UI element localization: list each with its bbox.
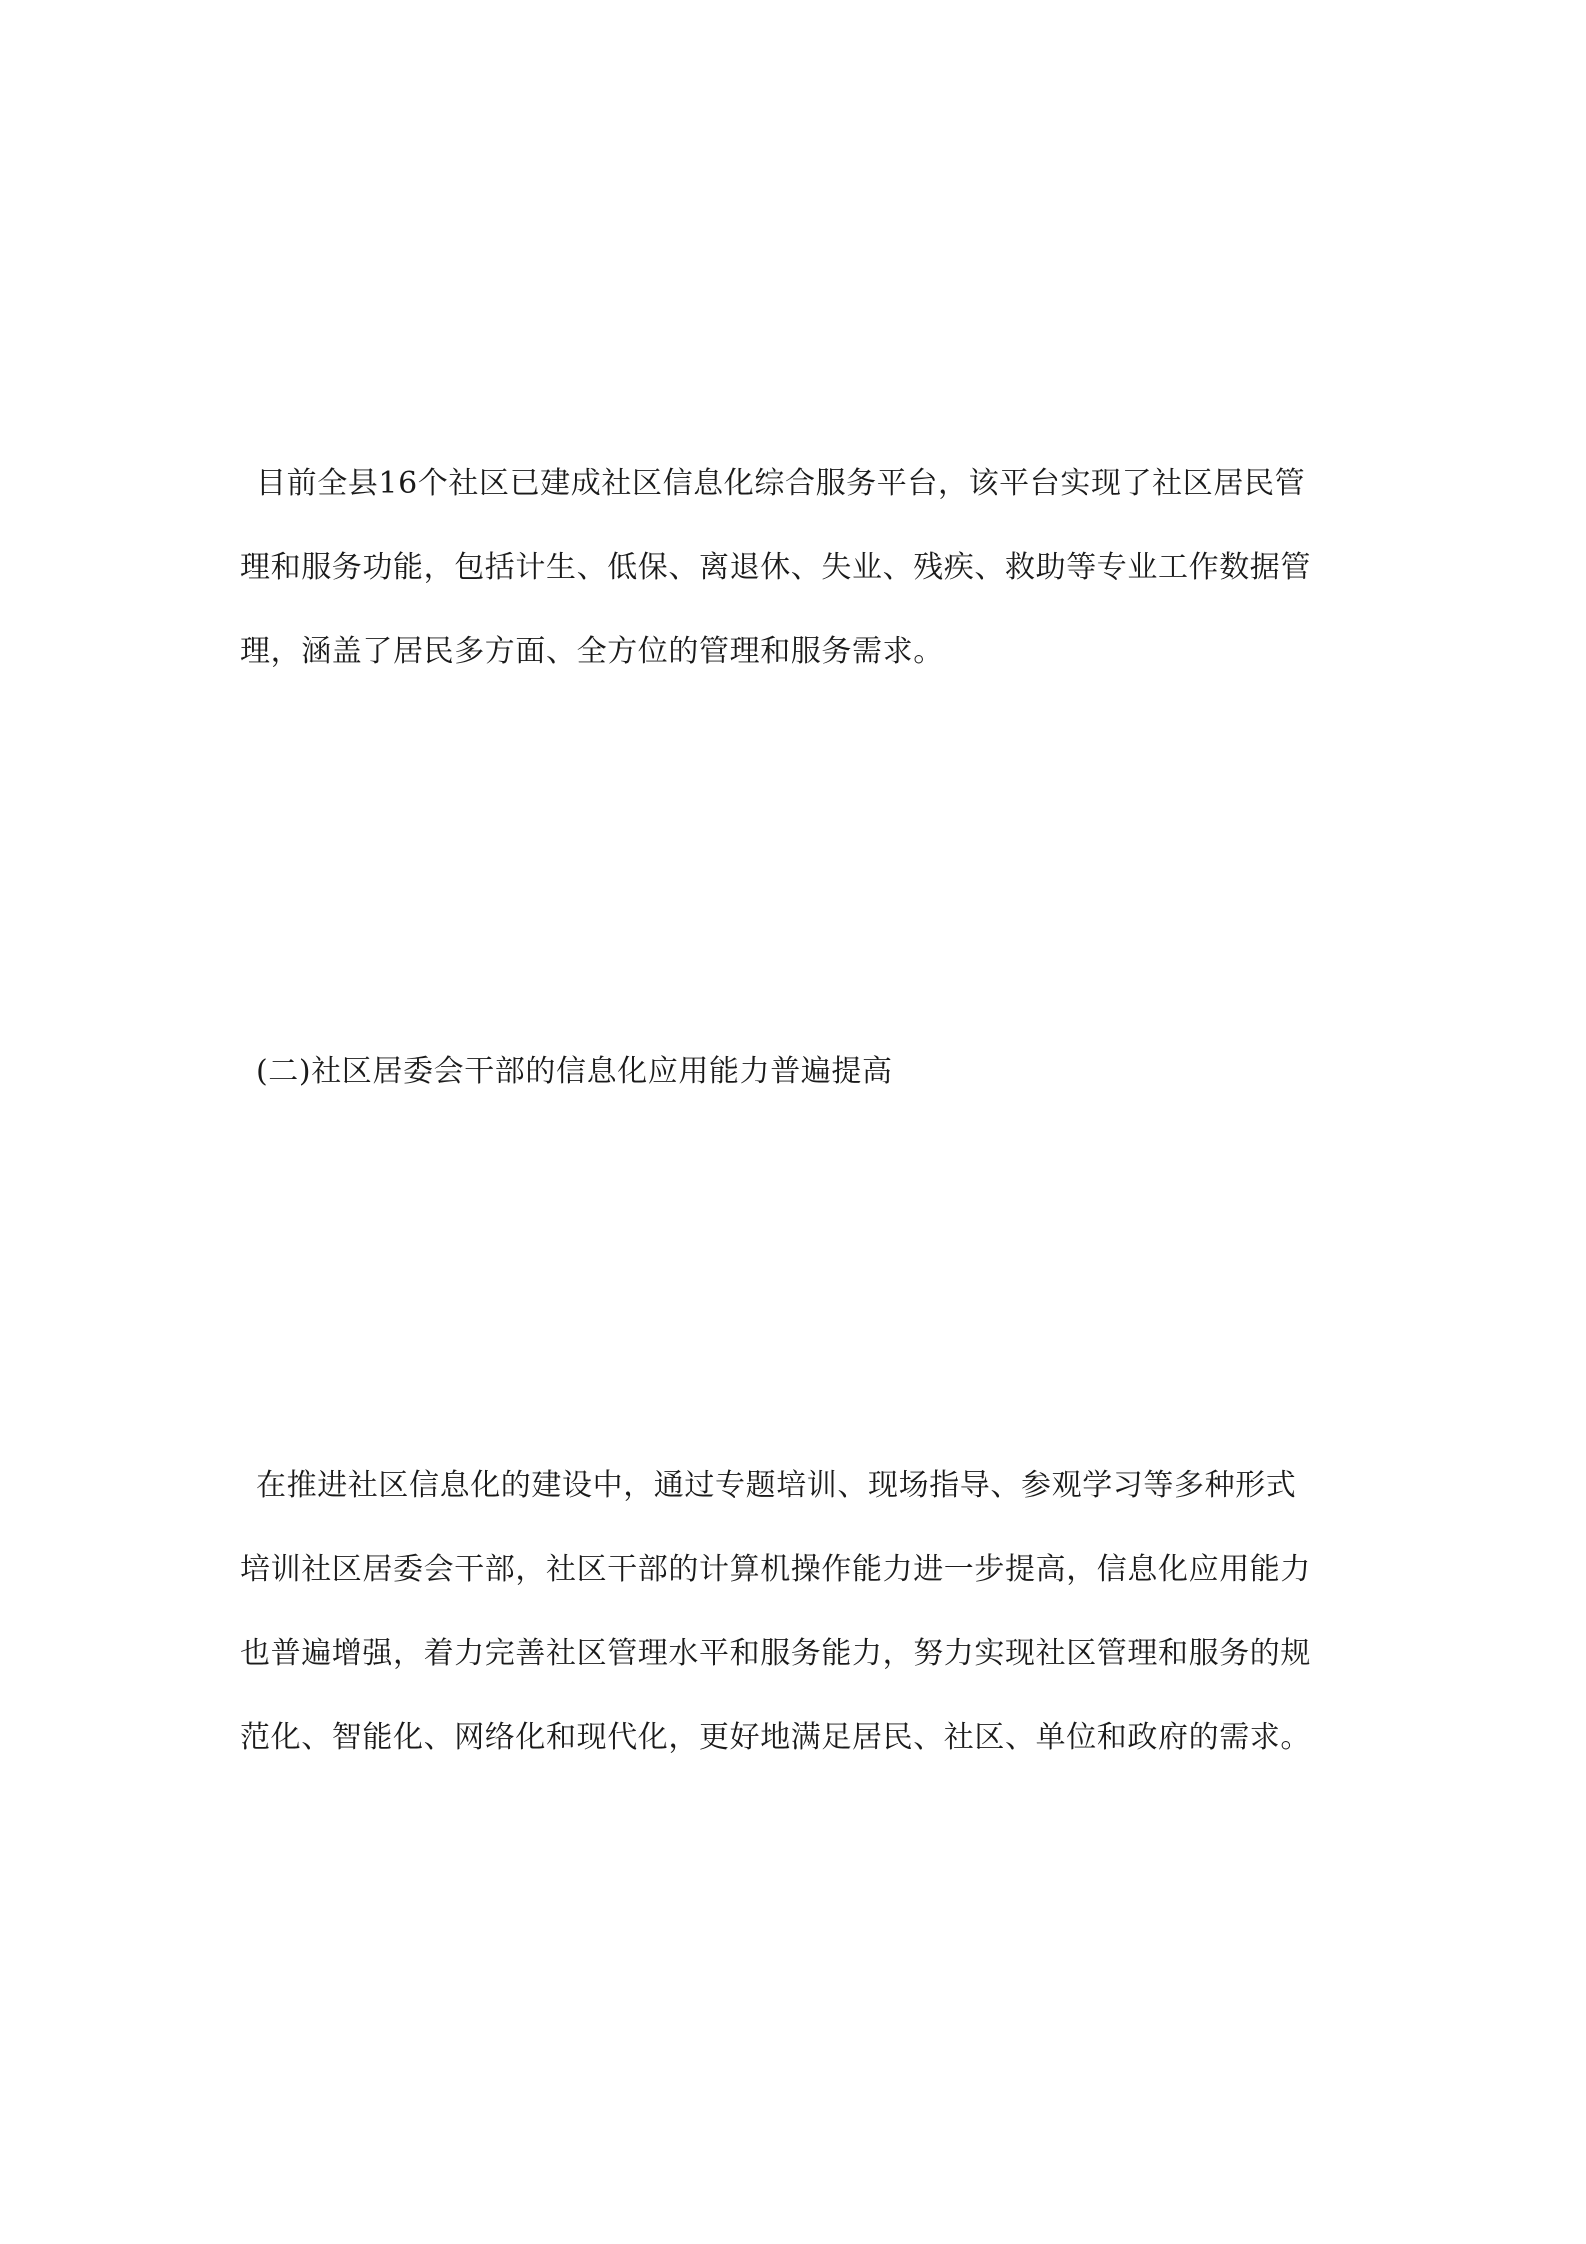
section-heading: (二)社区居委会干部的信息化应用能力普遍提高 — [256, 1054, 893, 1089]
paragraph-1-line-1: 目前全县16个社区已建成社区信息化综合服务平台，该平台实现了社区居民管 — [256, 466, 1306, 501]
paragraph-2-line-1: 在推进社区信息化的建设中，通过专题培训、现场指导、参观学习等多种形式 — [256, 1468, 1297, 1503]
paragraph-1-line-2: 理和服务功能，包括计生、低保、离退休、失业、残疾、救助等专业工作数据管 — [240, 550, 1311, 585]
paragraph-2-line-4: 范化、智能化、网络化和现代化，更好地满足居民、社区、单位和政府的需求。 — [240, 1720, 1311, 1755]
paragraph-1-line-3: 理，涵盖了居民多方面、全方位的管理和服务需求。 — [240, 634, 944, 669]
paragraph-2-line-3: 也普遍增强，着力完善社区管理水平和服务能力，努力实现社区管理和服务的规 — [240, 1636, 1311, 1671]
paragraph-2-line-2: 培训社区居委会干部，社区干部的计算机操作能力进一步提高，信息化应用能力 — [240, 1552, 1311, 1587]
